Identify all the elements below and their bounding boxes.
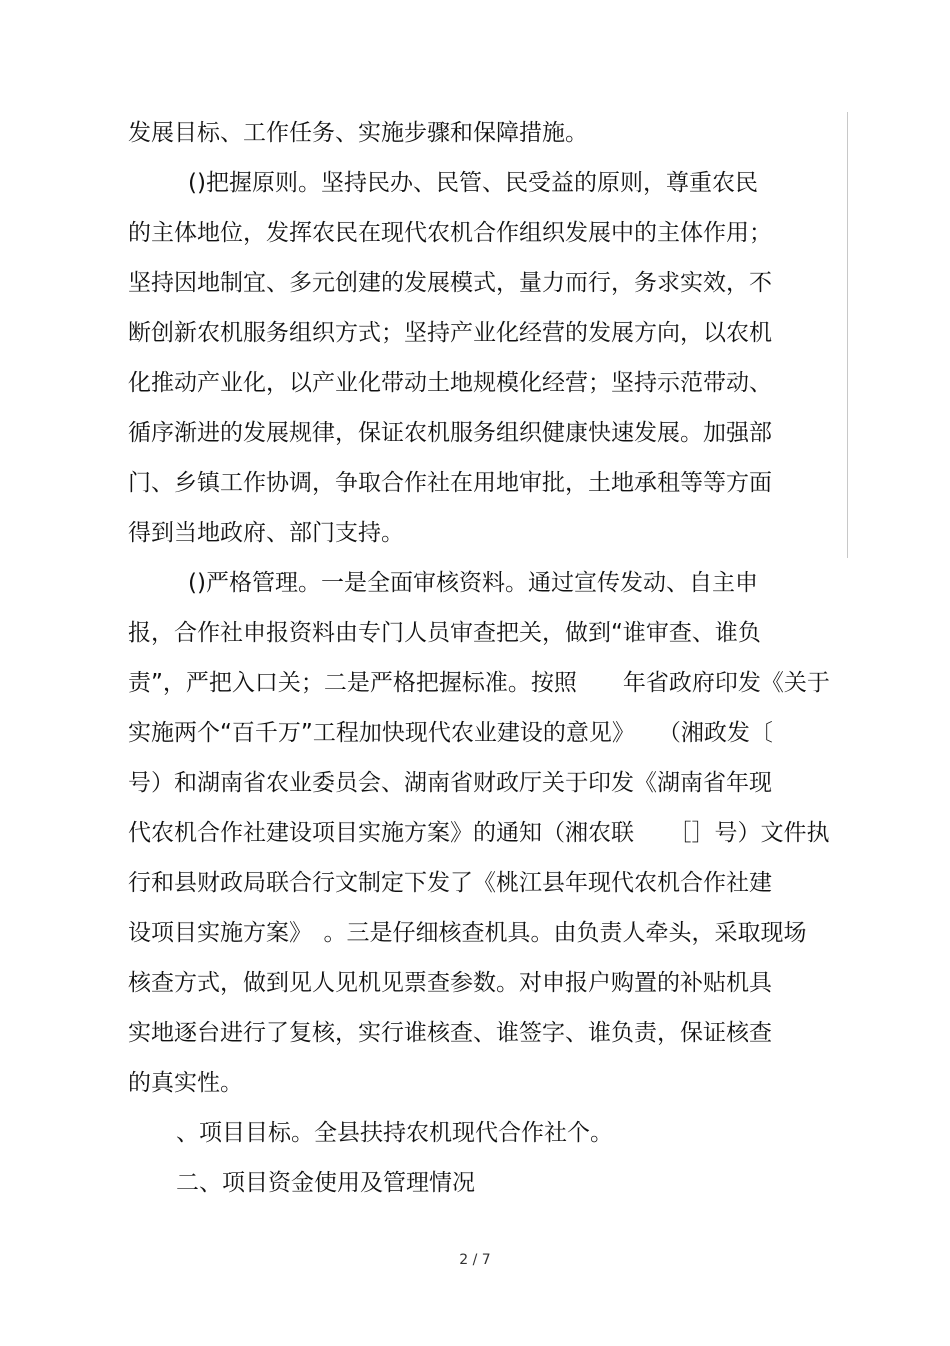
text-line-4: 坚持因地制宜、多元创建的发展模式，量力而行，务求实效，不 — [128, 270, 772, 296]
right-margin-rule — [847, 112, 848, 558]
text-line-13: 实施两个“百千万”工程加快现代农业建设的意见》 （湘政发〔 — [128, 720, 773, 746]
text-line-2: ()把握原则。坚持民办、民管、民受益的原则，尊重农民 — [188, 170, 758, 196]
text-line-21: 、项目目标。全县扶持农机现代合作社个。 — [176, 1120, 613, 1146]
text-line-12: 责”，严把入口关；二是严格把握标准。按照 年省政府印发《关于 — [128, 670, 830, 696]
text-line-8: 门、乡镇工作协调，争取合作社在用地审批，土地承租等等方面 — [128, 470, 772, 496]
text-line-17: 设项目实施方案》 。三是仔细核查机具。由负责人牵头，采取现场 — [128, 920, 807, 946]
text-line-5: 断创新农机服务组织方式；坚持产业化经营的发展方向，以农机 — [128, 320, 772, 346]
text-line-1: 发展目标、工作任务、实施步骤和保障措施。 — [128, 120, 588, 146]
text-line-6: 化推动产业化，以产业化带动土地规模化经营；坚持示范带动、 — [128, 370, 772, 396]
text-line-18: 核查方式，做到见人见机见票查参数。对申报户购置的补贴机具 — [128, 970, 772, 996]
text-line-3: 的主体地位，发挥农民在现代农机合作组织发展中的主体作用； — [128, 220, 772, 246]
text-line-9: 得到当地政府、部门支持。 — [128, 520, 404, 546]
page-number: 2 / 7 — [459, 1252, 491, 1268]
text-line-11: 报，合作社申报资料由专门人员审查把关，做到“谁审查、谁负 — [128, 620, 761, 646]
text-line-19: 实地逐台进行了复核，实行谁核查、谁签字、谁负责，保证核查 — [128, 1020, 772, 1046]
text-line-14: 号）和湖南省农业委员会、湖南省财政厅关于印发《湖南省年现 — [128, 770, 772, 796]
text-line-15: 代农机合作社建设项目实施方案》的通知（湘农联 ［］号）文件执 — [128, 820, 830, 846]
text-line-20: 的真实性。 — [128, 1070, 243, 1096]
text-line-7: 循序渐进的发展规律，保证农机服务组织健康快速发展。加强部 — [128, 420, 772, 446]
text-line-16: 行和县财政局联合行文制定下发了《桃江县年现代农机合作社建 — [128, 870, 772, 896]
section-heading: 二、项目资金使用及管理情况 — [176, 1170, 475, 1196]
text-line-10: ()严格管理。一是全面审核资料。通过宣传发动、自主申 — [188, 570, 758, 596]
